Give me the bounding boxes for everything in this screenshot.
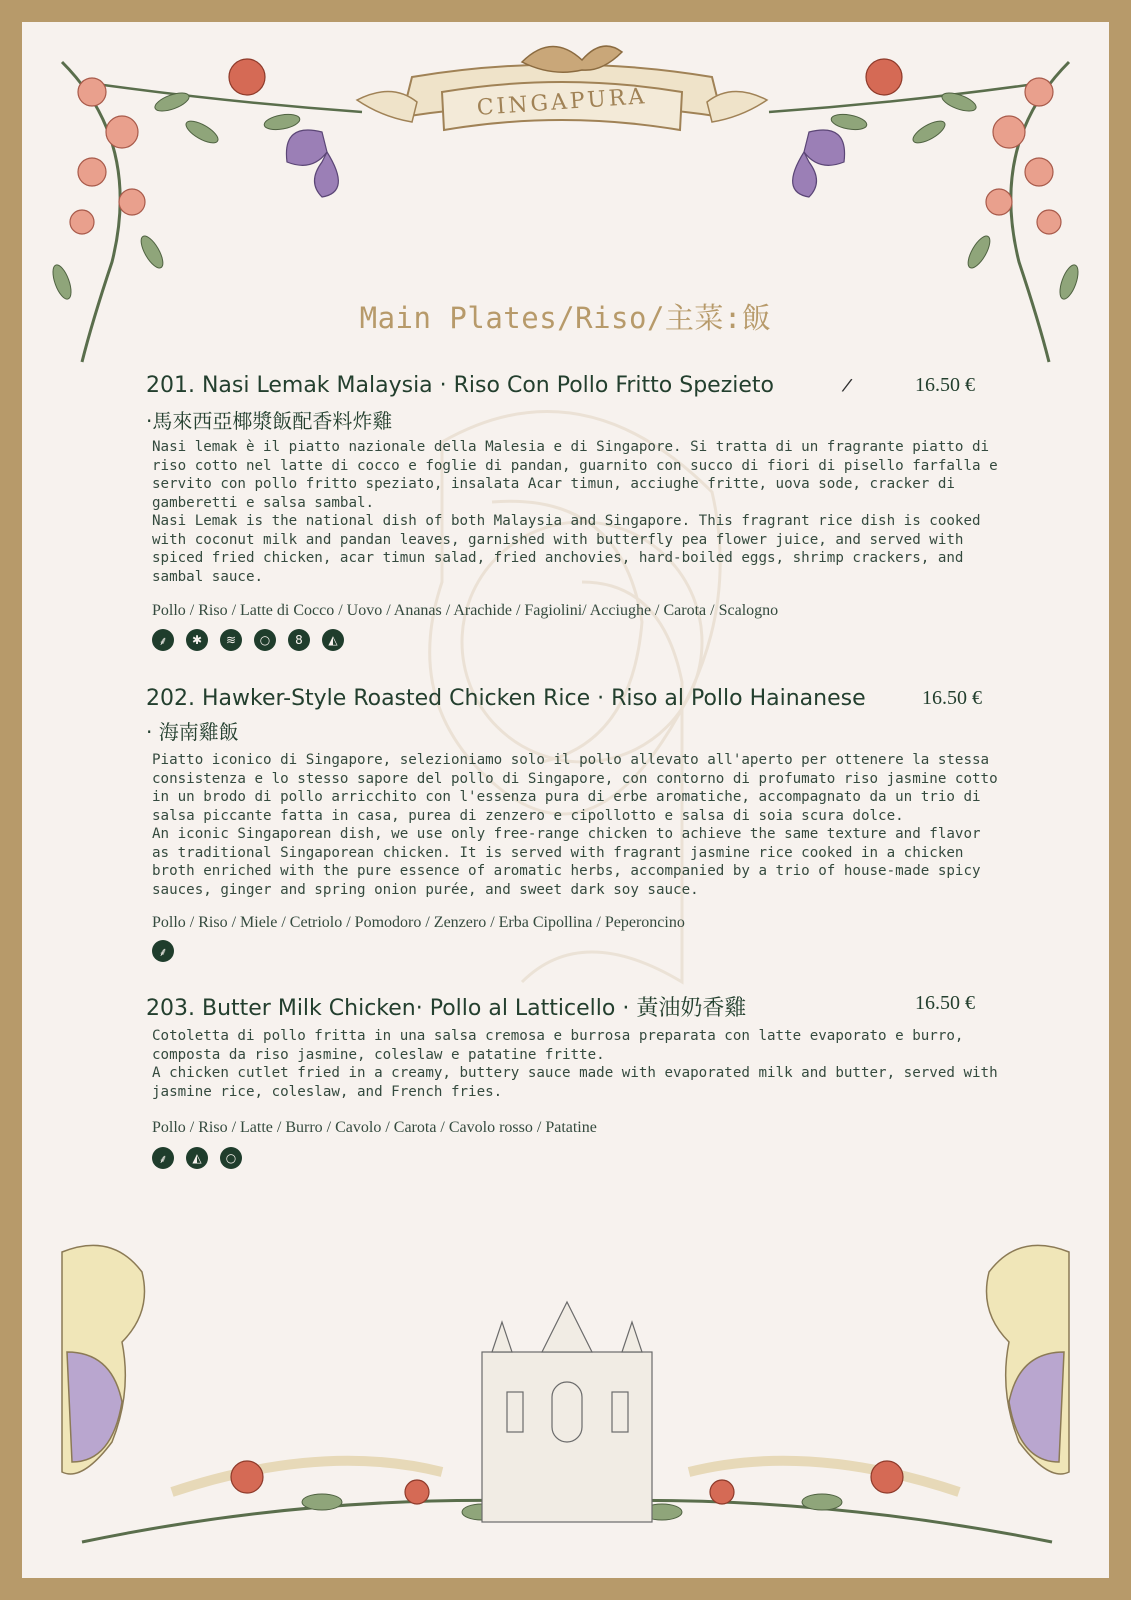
- cathedral-drawing: [482, 1302, 652, 1522]
- peanut-icon: 8: [288, 629, 310, 651]
- page-title: Main Plates/Riso/主菜:飯: [359, 301, 772, 335]
- dish-202-description: [152, 751, 1002, 899]
- dish-203-allergens: [152, 1147, 242, 1169]
- dish-203-name: 203. Butter Milk Chicken· Pollo al Latticello · 黃油奶香雞: [146, 996, 747, 1021]
- dish-202-desc-en: An iconic Singaporean dish, we use only free-range chicken to achieve the same texture and flavor as traditional Singaporean chicken. It is served with fragrant jasmine rice cooked in a chicken broth enriched with the pure essence of aromatic herbs, accompanied by a trio of house-made spicy sauces, ginger and spring onion purée, and sweet dark soy sauce.: [152, 826, 981, 898]
- fish-icon: ≋: [220, 629, 242, 651]
- dish-203-ingredients: Pollo / Riso / Latte / Burro / Cavolo / Carota / Cavolo rosso / Patatine: [152, 1119, 597, 1136]
- dish-203-desc-en: A chicken cutlet fried in a creamy, buttery sauce made with evaporated milk and butter, served with jasmine rice, coleslaw, and French fries.: [152, 1065, 998, 1100]
- brand-logo-text: CINGAPURA: [476, 84, 648, 121]
- dish-202-desc-it: Piatto iconico di Singapore, selezioniamo solo il pollo allevato all'aperto per ottenere la stessa consistenza e lo stesso sapore del pollo di Singapore, con contorno di profumato riso jasmine cotto in un brodo di pollo arricchito con l'essenza pura di erbe aromatiche, accompagnato da un trio di salsa piccante fatta in casa, purea di zenzero e cipollotto e salsa di soia scura dolce.: [152, 752, 998, 824]
- dish-201-desc-it: Nasi lemak è il piatto nazionale della Malesia e di Singapore. Si tratta di un fragrante piatto di riso cotto nel latte di cocco e foglie di pandan, guarnito con succo di fiori di pisello farfalla e servito con pollo fritto speziato, insalata Acar timun, acciughe fritte, uova sode, cracker di gamberetti e salsa sambal.: [152, 439, 998, 511]
- dish-202-name: 202. Hawker-Style Roasted Chicken Rice · Riso al Pollo Hainanese: [146, 686, 866, 711]
- dish-202-allergens: [152, 940, 174, 962]
- chili-icon: /: [840, 374, 854, 397]
- dish-201-heading: [146, 373, 774, 398]
- dish-202-chinese: · 海南雞飯: [146, 720, 239, 744]
- logo-banner: [357, 46, 767, 130]
- dish-201-name: 201. Nasi Lemak Malaysia · Riso Con Pollo Fritto Spezieto: [146, 373, 774, 398]
- dish-203-heading: [146, 991, 746, 1022]
- butterfly-left: [286, 130, 338, 197]
- gluten-icon: ⸙: [152, 629, 174, 651]
- egg-icon: ○: [220, 1147, 242, 1169]
- dish-202-heading: [146, 686, 866, 711]
- dish-201-desc-en: Nasi Lemak is the national dish of both Malaysia and Singapore. This fragrant rice dish is cooked with coconut milk and pandan leaves, garnished with butterfly pea flower juice, and served with spiced fried chicken, acar timun salad, fried anchovies, hard-boiled eggs, shrimp crackers, and sambal sauce.: [152, 513, 981, 585]
- milk-icon: ◭: [186, 1147, 208, 1169]
- gluten-icon: ⸙: [152, 940, 174, 962]
- dish-202-price: 16.50 €: [922, 687, 982, 709]
- dish-201-description: [152, 438, 1002, 586]
- crustacean-icon: ✱: [186, 629, 208, 651]
- gluten-icon: ⸙: [152, 1147, 174, 1169]
- dish-203-description: [152, 1027, 1002, 1101]
- merlion-left: [62, 1245, 145, 1474]
- butterfly-right: [793, 130, 845, 197]
- dish-201-ingredients: Pollo / Riso / Latte di Cocco / Uovo / Ananas / Arachide / Fagiolini/ Acciughe / Carota / Scalogno: [152, 602, 779, 619]
- dish-203-desc-it: Cotoletta di pollo fritta in una salsa cremosa e burrosa preparata con latte evaporato e burro, composta da riso jasmine, coleslaw e patatine fritte.: [152, 1028, 964, 1063]
- dish-201-chinese: ·馬來西亞椰漿飯配香料炸雞: [146, 409, 393, 433]
- egg-icon: ○: [254, 629, 276, 651]
- menu-page: [22, 22, 1109, 1578]
- merlion-right: [987, 1245, 1070, 1474]
- dish-202-ingredients: Pollo / Riso / Miele / Cetriolo / Pomodoro / Zenzero / Erba Cipollina / Peperoncino: [152, 914, 685, 931]
- dish-201-allergens: [152, 629, 344, 651]
- milk-icon: ◭: [322, 629, 344, 651]
- dish-201-price: 16.50 €: [915, 374, 975, 396]
- dish-203-price: 16.50 €: [915, 992, 975, 1014]
